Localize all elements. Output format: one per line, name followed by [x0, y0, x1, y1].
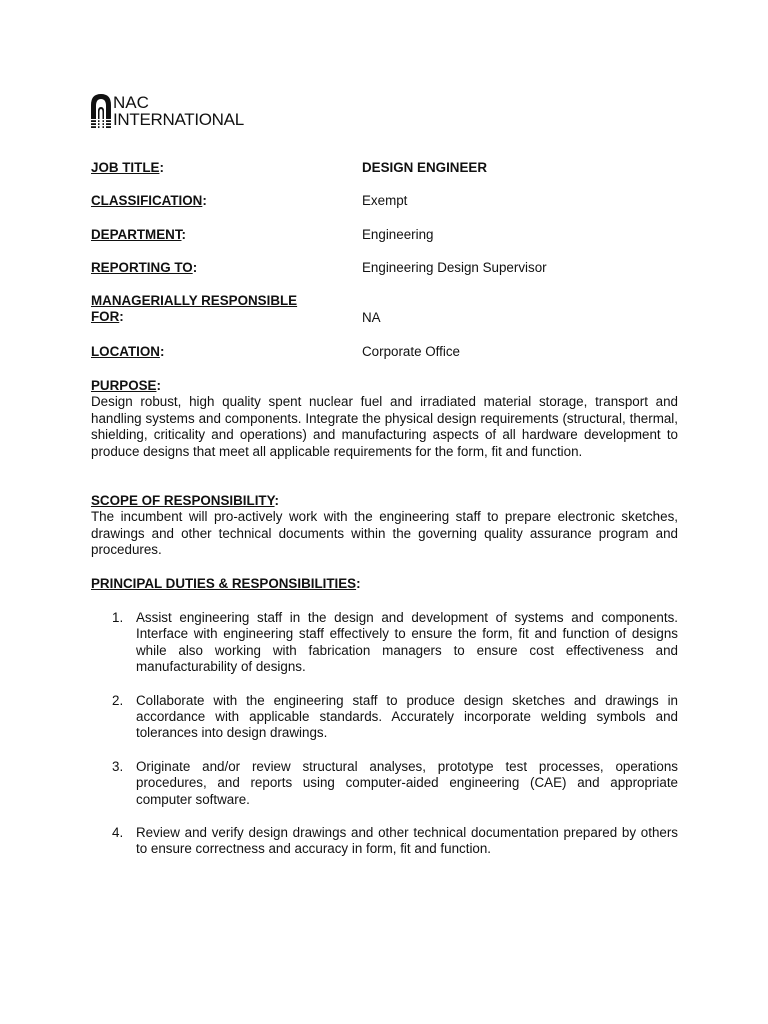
managerially-responsible-label-line2: FOR — [91, 309, 120, 325]
list-item-text: Assist engineering staff in the design and development of systems and components. Interface with engineering staff effectively to ensure the form, fit and function of designs while also working with fabrication managers to ensure cost effectiveness and manufacturability of designs. — [136, 610, 678, 675]
list-item-text: Review and verify design drawings and other technical documentation prepared by others to ensure correctness and accuracy in form, fit and function. — [136, 825, 678, 857]
duties-list — [91, 610, 678, 875]
managerially-responsible-value: NA — [362, 310, 381, 325]
duties-heading: PRINCIPAL DUTIES & RESPONSIBILITIES: — [91, 576, 361, 591]
scope-heading-text: SCOPE OF RESPONSIBILITY — [91, 493, 275, 508]
list-item — [91, 693, 678, 742]
duties-section — [91, 576, 678, 592]
field-label: LOCATION: — [91, 344, 165, 359]
department-value: Engineering — [362, 227, 434, 242]
list-item — [91, 759, 678, 808]
field-label: CLASSIFICATION: — [91, 193, 207, 208]
list-item-text: Collaborate with the engineering staff to produce design sketches and drawings in accordance with applicable standards. Accurately incorporate welding symbols and tolerances into design drawings. — [136, 692, 678, 741]
scope-heading: SCOPE OF RESPONSIBILITY: — [91, 493, 279, 508]
list-item-number: 3. — [112, 758, 124, 774]
field-label: JOB TITLE: — [91, 160, 164, 175]
list-item-number: 2. — [112, 692, 124, 708]
scope-text: The incumbent will pro-actively work with the engineering staff to prepare electronic sketches, drawings and other technical documents within the governing quality assurance program and procedures. — [91, 509, 678, 558]
location-label: LOCATION — [91, 344, 160, 359]
classification-value: Exempt — [362, 193, 408, 208]
location-value: Corporate Office — [362, 344, 460, 359]
duties-heading-text: PRINCIPAL DUTIES & RESPONSIBILITIES — [91, 576, 357, 591]
purpose-heading: PURPOSE: — [91, 378, 161, 393]
reporting-to-label: REPORTING TO — [91, 260, 193, 275]
list-item-number: 1. — [112, 610, 124, 625]
list-item — [91, 825, 678, 858]
purpose-section — [91, 378, 678, 460]
nac-logo-arch-icon — [90, 93, 112, 129]
reporting-to-value: Engineering Design Supervisor — [362, 260, 547, 275]
purpose-text: Design robust, high quality spent nuclear fuel and irradiated material storage, transport and handling systems and components. Integrate the physical design requirements (structural, thermal, shielding, criticality and operations) and manufacturing aspects of all hardware development to produce designs that meet all applicable requirements for the form, fit and function. — [91, 394, 678, 459]
purpose-heading-text: PURPOSE — [91, 378, 157, 393]
logo-text-international: INTERNATIONAL — [113, 110, 244, 129]
job-title-label: JOB TITLE — [91, 160, 160, 175]
company-logo — [90, 93, 260, 129]
field-label: MANAGERIALLY RESPONSIBLE FOR: — [91, 293, 298, 325]
list-item-text: Originate and/or review structural analyses, prototype test processes, operations procedures, and reports using computer-aided engineering (CAE) and appropriate computer software. — [136, 758, 678, 807]
list-item-number: 4. — [112, 825, 124, 841]
department-label: DEPARTMENT — [91, 227, 182, 242]
list-item — [91, 610, 678, 676]
field-label: DEPARTMENT: — [91, 227, 186, 242]
managerially-responsible-label-line1: MANAGERIALLY RESPONSIBLE — [91, 293, 298, 308]
classification-label: CLASSIFICATION — [91, 193, 203, 208]
scope-section — [91, 493, 678, 559]
field-label: REPORTING TO: — [91, 260, 198, 275]
logo-text-nac: NAC — [113, 93, 149, 112]
job-title-value: DESIGN ENGINEER — [362, 160, 488, 175]
